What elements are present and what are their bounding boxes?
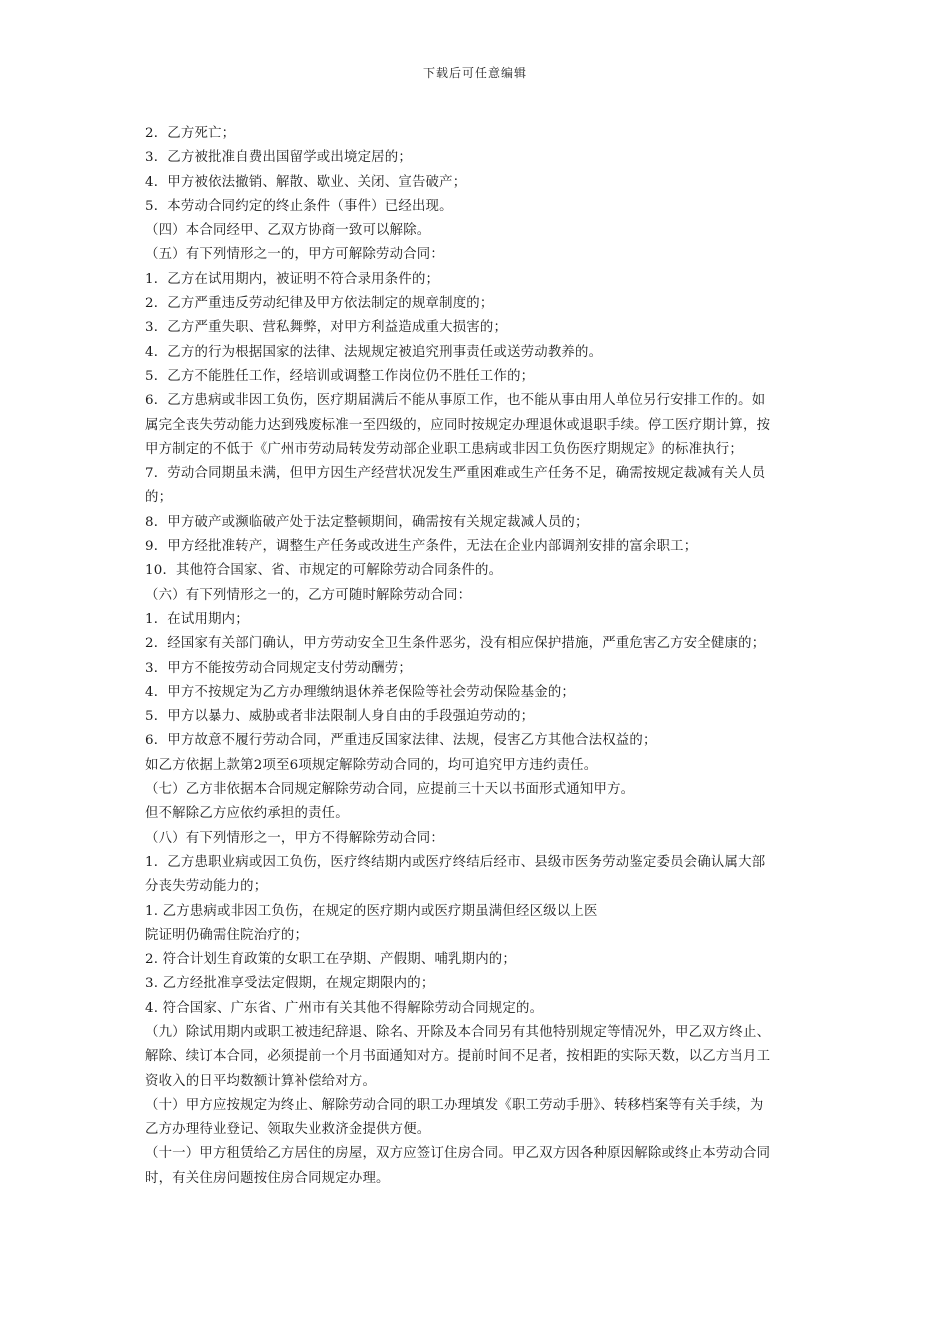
text-line: （九）除试用期内或职工被违纪辞退、除名、开除及本合同另有其他特别规定等情况外，甲乙双方终止、 bbox=[145, 1024, 771, 1040]
text-line: 9．甲方经批准转产，调整生产任务或改进生产条件，无法在企业内部调剂安排的富余职工； bbox=[145, 539, 698, 555]
text-line: 3．甲方不能按劳动合同规定支付劳动酬劳； bbox=[145, 660, 412, 676]
page-header: 下载后可任意编辑 bbox=[422, 66, 527, 80]
text-line: 5．甲方以暴力、威胁或者非法限制人身自由的手段强迫劳动的； bbox=[145, 709, 535, 725]
text-line: 5．本劳动合同约定的终止条件（事件）已经出现。 bbox=[145, 198, 453, 214]
text-line: 1．乙方患职业病或因工负伤，医疗终结期内或医疗终结后经市、县级市医务劳动鉴定委员会确认属大部 bbox=[145, 854, 766, 870]
text-line: 1. 乙方患病或非因工负伤，在规定的医疗期内或医疗期虽满但经区级以上医 bbox=[145, 903, 598, 919]
text-line: 资收入的日平均数额计算补偿给对方。 bbox=[145, 1073, 377, 1089]
text-line: （八）有下列情形之一，甲方不得解除劳动合同： bbox=[145, 830, 444, 846]
text-line: 6．甲方故意不履行劳动合同，严重违反国家法律、法规，侵害乙方其他合法权益的； bbox=[145, 733, 657, 749]
text-line: 5．乙方不能胜任工作，经培训或调整工作岗位仍不胜任工作的； bbox=[145, 368, 535, 384]
text-line: 1．在试用期内； bbox=[145, 611, 249, 627]
text-line: 6．乙方患病或非因工负伤，医疗期届满后不能从事原工作，也不能从事由用人单位另行安排工作的。如 bbox=[145, 393, 766, 409]
text-line: 2．经国家有关部门确认，甲方劳动安全卫生条件恶劣，没有相应保护措施，严重危害乙方安全健康的； bbox=[145, 636, 766, 652]
text-line: 甲方制定的不低于《广州市劳动局转发劳动部企业职工患病或非因工负伤医疗期规定》的标准执行； bbox=[145, 441, 743, 457]
text-line: 乙方办理待业登记、领取失业救济金提供方便。 bbox=[145, 1122, 431, 1138]
text-line: 3．乙方严重失职、营私舞弊，对甲方利益造成重大损害的； bbox=[145, 320, 508, 336]
text-line: 2．乙方死亡； bbox=[145, 126, 236, 141]
text-line: （六）有下列情形之一的，乙方可随时解除劳动合同： bbox=[145, 587, 472, 603]
text-line: 解除、续订本合同，必须提前一个月书面通知对方。提前时间不足者，按相距的实际天数，以乙方当月工 bbox=[145, 1049, 771, 1065]
text-line: 属完全丧失劳动能力达到残废标准一至四级的，应同时按规定办理退休或退职手续。停工医疗期计算，按 bbox=[145, 417, 771, 433]
text-line: 2. 符合计划生育政策的女职工在孕期、产假期、哺乳期内的； bbox=[145, 952, 516, 968]
text-line: 时，有关住房问题按住房合同规定办理。 bbox=[145, 1170, 390, 1186]
text-line: （七）乙方非依据本合同规定解除劳动合同，应提前三十天以书面形式通知甲方。 bbox=[145, 782, 635, 798]
text-line: （十）甲方应按规定为终止、解除劳动合同的职工办理填发《职工劳动手册》、转移档案等有关手续，为 bbox=[145, 1097, 764, 1113]
text-line: 但不解除乙方应依约承担的责任。 bbox=[145, 806, 349, 822]
text-line: （十一）甲方租赁给乙方居住的房屋，双方应签订住房合同。甲乙双方因各种原因解除或终止本劳动合同 bbox=[145, 1146, 771, 1162]
text-line: 3．乙方被批准自费出国留学或出境定居的； bbox=[145, 150, 412, 166]
document-body bbox=[145, 122, 810, 1191]
text-line: 2．乙方严重违反劳动纪律及甲方依法制定的规章制度的； bbox=[145, 296, 494, 312]
text-line: 4．甲方被依法撤销、解散、歇业、关闭、宣告破产； bbox=[145, 174, 467, 190]
text-line: 分丧失劳动能力的； bbox=[145, 879, 268, 895]
text-line: 的； bbox=[145, 490, 173, 506]
text-line: 如乙方依据上款第2项至6项规定解除劳动合同的，均可追究甲方违约责任。 bbox=[145, 757, 598, 773]
text-line: 4．甲方不按规定为乙方办理缴纳退休养老保险等社会劳动保险基金的； bbox=[145, 684, 576, 700]
text-line: 4. 符合国家、广东省、广州市有关其他不得解除劳动合同规定的。 bbox=[145, 1000, 544, 1016]
text-line: 3. 乙方经批准享受法定假期，在规定期限内的； bbox=[145, 976, 435, 992]
text-line: 院证明仍确需住院治疗的； bbox=[145, 927, 309, 943]
text-line: 4．乙方的行为根据国家的法律、法规规定被追究刑事责任或送劳动教养的。 bbox=[145, 344, 603, 360]
text-line: 10．其他符合国家、省、市规定的可解除劳动合同条件的。 bbox=[145, 563, 503, 579]
text-line: 8．甲方破产或濒临破产处于法定整顿期间，确需按有关规定裁减人员的； bbox=[145, 514, 589, 530]
text-line: （四）本合同经甲、乙双方协商一致可以解除。 bbox=[145, 223, 431, 239]
text-line: （五）有下列情形之一的，甲方可解除劳动合同： bbox=[145, 247, 444, 263]
text-line: 1．乙方在试用期内，被证明不符合录用条件的； bbox=[145, 271, 440, 287]
text-line: 7．劳动合同期虽未满，但甲方因生产经营状况发生严重困难或生产任务不足，确需按规定裁减有关人员 bbox=[145, 466, 766, 482]
